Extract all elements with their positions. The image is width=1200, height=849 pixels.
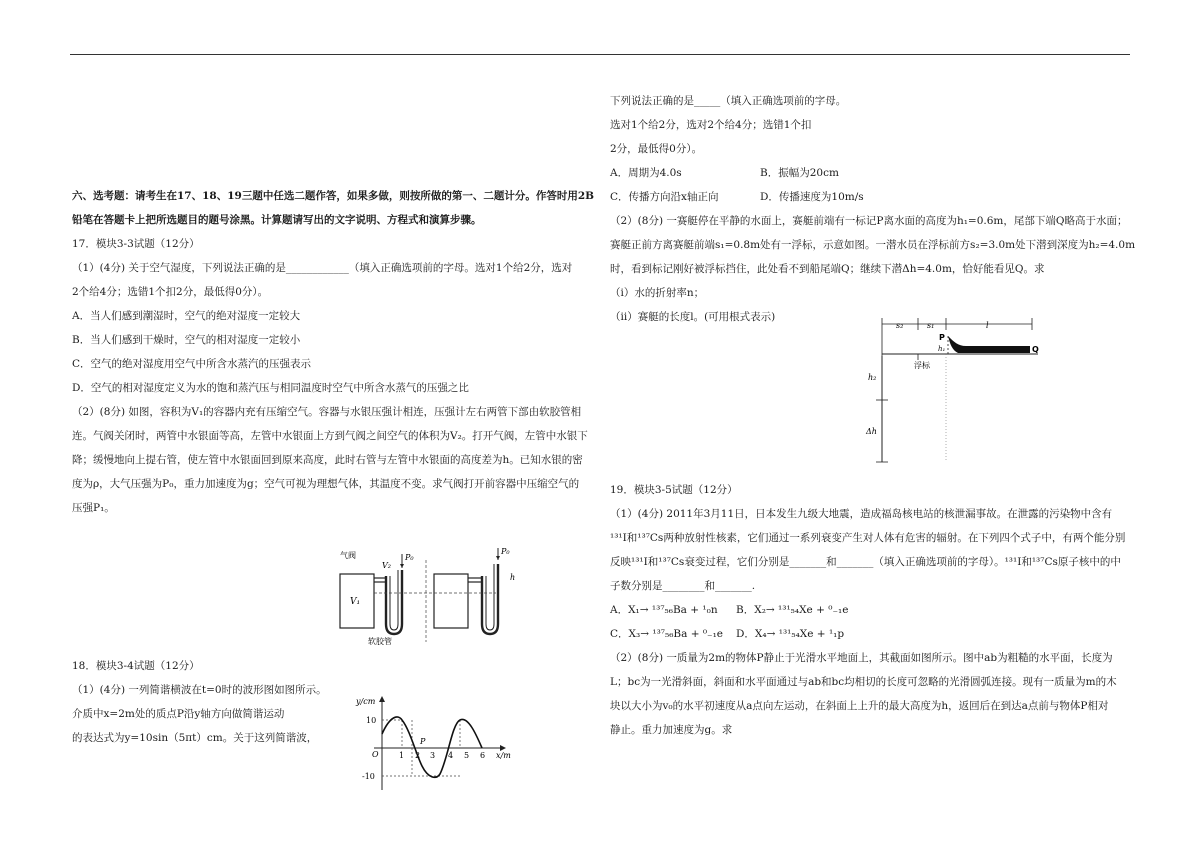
q17-part2-line3: 降；缓慢地向上提右管，使左管中水银面回到原来高度，此时右管与左管中水银面的高度差为h。已知水银的密	[72, 454, 583, 466]
wave-tick-5: 5	[464, 751, 470, 760]
q17-option-d: D．空气的相对湿度定义为水的饱和蒸汽压与相同温度时空气中所含水蒸气的压强之比	[72, 382, 469, 394]
q17-part2-line4: 度为ρ，大气压强为P₀，重力加速度为g；空气可视为理想气体，其温度不变。求气阀打开前容器中压缩空气的	[72, 478, 580, 490]
q18-options-cd	[610, 185, 1132, 209]
boat-label-h2: h₂	[868, 373, 877, 382]
q18-options-ab	[610, 161, 1132, 185]
q17-part2-line2: 连。气阀关闭时，两管中水银面等高，左管中水银面上方到气阀之间空气的体积为V₂。打开气阀，左管中水银下	[72, 430, 588, 442]
q19-part2-line4: 静止。重力加速度为g。求	[610, 724, 733, 736]
q18-right-line1: 下列说法正确的是_____（填入正确选项前的字母。	[610, 95, 847, 107]
q17-option-c: C．空气的绝对湿度用空气中所含水蒸汽的压强表示	[72, 358, 312, 370]
q17-figure	[336, 546, 526, 646]
q19-title: 19．模块3-5试题（12分）	[610, 484, 738, 496]
label-v2: V₂	[382, 561, 391, 570]
q19-line3: 反映¹³¹I和¹³⁷Cs衰变过程，它们分别是_______和_______（填入正确选项前的字母）。¹³¹I和¹³⁷Cs原子核中的中	[610, 556, 1121, 568]
header-rule	[70, 54, 1130, 55]
boat-label-l: l	[986, 321, 989, 330]
q19-option-b: B．X₂→ ¹³¹₅₄Xe + ⁰₋₁e	[736, 604, 849, 616]
wave-ylabel: y/cm	[356, 697, 376, 706]
boat-label-s2: s₂	[896, 321, 904, 330]
wave-tick-3: 3	[430, 751, 436, 760]
wave-figure	[352, 694, 522, 794]
boat-label-h1: h₁	[938, 345, 946, 353]
wave-tick-6: 6	[480, 751, 486, 760]
q18-line3: 的表达式为y=10sin（5πt）cm。关于这列简谐波，	[72, 732, 318, 744]
wave-xlabel: x/m	[496, 751, 511, 760]
q19-option-a: A．X₁→ ¹³⁷₅₆Ba + ¹₀n	[610, 604, 718, 616]
q19-line4: 子数分别是________和_______.	[610, 580, 756, 592]
label-v1: V₁	[350, 597, 361, 607]
q18-right-line3: 2分，最低得0分）。	[610, 143, 703, 155]
q17-part1-line2: 2个给4分；选错1个扣2分，最低得0分）。	[72, 286, 269, 298]
wave-y10: 10	[366, 716, 377, 725]
q18-option-d: D．传播速度为10m/s	[760, 191, 864, 203]
label-hose: 软胶管	[368, 637, 392, 646]
section-six-line1: 六、选考题：请考生在17、18、19三题中任选二题作答，如果多做，则按所做的第一、二题计分。作答时用2B	[72, 190, 595, 202]
boat-diagram	[862, 316, 1042, 466]
boat-label-p: P	[939, 333, 945, 342]
boat-label-dh: Δh	[866, 427, 877, 436]
q18-line2: 介质中x=2m处的质点P沿y轴方向做简谐运动	[72, 708, 285, 720]
wave-graph	[352, 694, 522, 794]
q17-option-a: A．当人们感到潮湿时，空气的绝对湿度一定较大	[72, 310, 301, 322]
label-p0-right: P₀	[501, 547, 510, 556]
q19-options-ab	[610, 598, 1132, 622]
q19-line2: ¹³¹I和¹³⁷Cs两种放射性核素，它们通过一系列衰变产生对人体有危害的辐射。在下列四个式子中，有两个能分别	[610, 532, 1126, 544]
left-column	[72, 184, 595, 520]
q19-line1: （1）(4分) 2011年3月11日，日本发生九级大地震，造成福岛核电站的核泄漏事故。在泄露的污染物中含有	[610, 508, 1113, 520]
wave-tick-1: 1	[399, 751, 405, 760]
q17-option-b: B．当人们感到干燥时，空气的相对湿度一定较小	[72, 334, 301, 346]
q18-option-a: A．周期为4.0s	[610, 167, 682, 179]
q17-title: 17．模块3-3试题（12分）	[72, 238, 200, 250]
boat-label-s1: s₁	[927, 321, 935, 330]
manometer-diagram	[336, 546, 526, 646]
q19-part2-line2: L；bc为一光滑斜面，斜面和水平面通过与ab和bc均相切的长度可忽略的光滑圆弧连接。现有一质量为m的木	[610, 676, 1117, 688]
q19-block	[610, 478, 1132, 742]
wave-tick-4: 4	[448, 751, 454, 760]
label-valve: 气阀	[340, 551, 356, 560]
wave-tick-2: 2	[415, 751, 421, 760]
q17-part2-line5: 压强P₁。	[72, 502, 115, 514]
wave-point-p: P	[420, 737, 426, 746]
q19-part2-line1: （2）(8分) 一质量为2m的物体P静止于光滑水平地面上，其截面如图所示。图中ab为粗糙的水平面，长度为	[610, 652, 1113, 664]
q18-part2-ii: （ii）赛艇的长度l。(可用根式表示)	[610, 311, 776, 323]
q18-option-b: B．振幅为20cm	[760, 167, 839, 179]
q19-option-d: D．X₄→ ¹³¹₅₄Xe + ¹₁p	[736, 628, 845, 640]
q18-part2-line3: 时，看到标记刚好被浮标挡住，此处看不到船尾端Q；继续下潜Δh=4.0m，恰好能看见Q。求	[610, 263, 1045, 275]
q18-title: 18．模块3-4试题（12分）	[72, 660, 200, 672]
q18-option-c: C．传播方向沿x轴正向	[610, 191, 719, 203]
boat-label-q: Q	[1032, 345, 1039, 354]
q17-part2-line1: （2）(8分) 如图，容积为V₁的容器内充有压缩空气。容器与水银压强计相连，压强计左右两管下部由软胶管相	[72, 406, 582, 418]
q18-part2-line2: 赛艇正前方离赛艇前端s₁=0.8m处有一浮标，示意如图。一潜水员在浮标前方s₂=3.0m处下潜到深度为h₂=4.0m	[610, 239, 1136, 251]
q19-options-cd	[610, 622, 1132, 646]
q17-part1-line1: （1）(4分) 关于空气湿度，下列说法正确的是____________（填入正确选项前的字母。选对1个给2分，选对	[72, 262, 573, 274]
q18-left-block	[72, 654, 372, 750]
right-column	[610, 89, 1136, 329]
q18-right-line2: 选对1个给2分，选对2个给4分；选错1个扣	[610, 119, 812, 131]
q18-line1: （1）(4分) 一列简谐横波在t=0时的波形图如图所示。	[72, 684, 327, 696]
q18-part2-line1: （2）(8分) 一赛艇停在平静的水面上，赛艇前端有一标记P离水面的高度为h₁=0.6m，尾部下端Q略高于水面；	[610, 215, 1128, 227]
q19-option-c: C．X₃→ ¹³⁷₅₆Ba + ⁰₋₁e	[610, 628, 724, 640]
boat-figure	[862, 316, 1042, 466]
q19-part2-line3: 块以大小为v₀的水平初速度从a点向左运动，在斜面上上升的最大高度为h，返回后在到达a点前与物体P相对	[610, 700, 1109, 712]
boat-label-buoy: 浮标	[914, 361, 930, 370]
wave-yneg10: -10	[362, 772, 375, 781]
label-h: h	[510, 573, 516, 582]
label-p0-left: P₀	[405, 553, 414, 562]
q18-part2-i: （i）水的折射率n；	[610, 287, 705, 299]
section-six-line2: 铅笔在答题卡上把所选题目的题号涂黑。计算题请写出的文字说明、方程式和演算步骤。	[72, 214, 482, 226]
wave-origin: O	[372, 750, 379, 759]
